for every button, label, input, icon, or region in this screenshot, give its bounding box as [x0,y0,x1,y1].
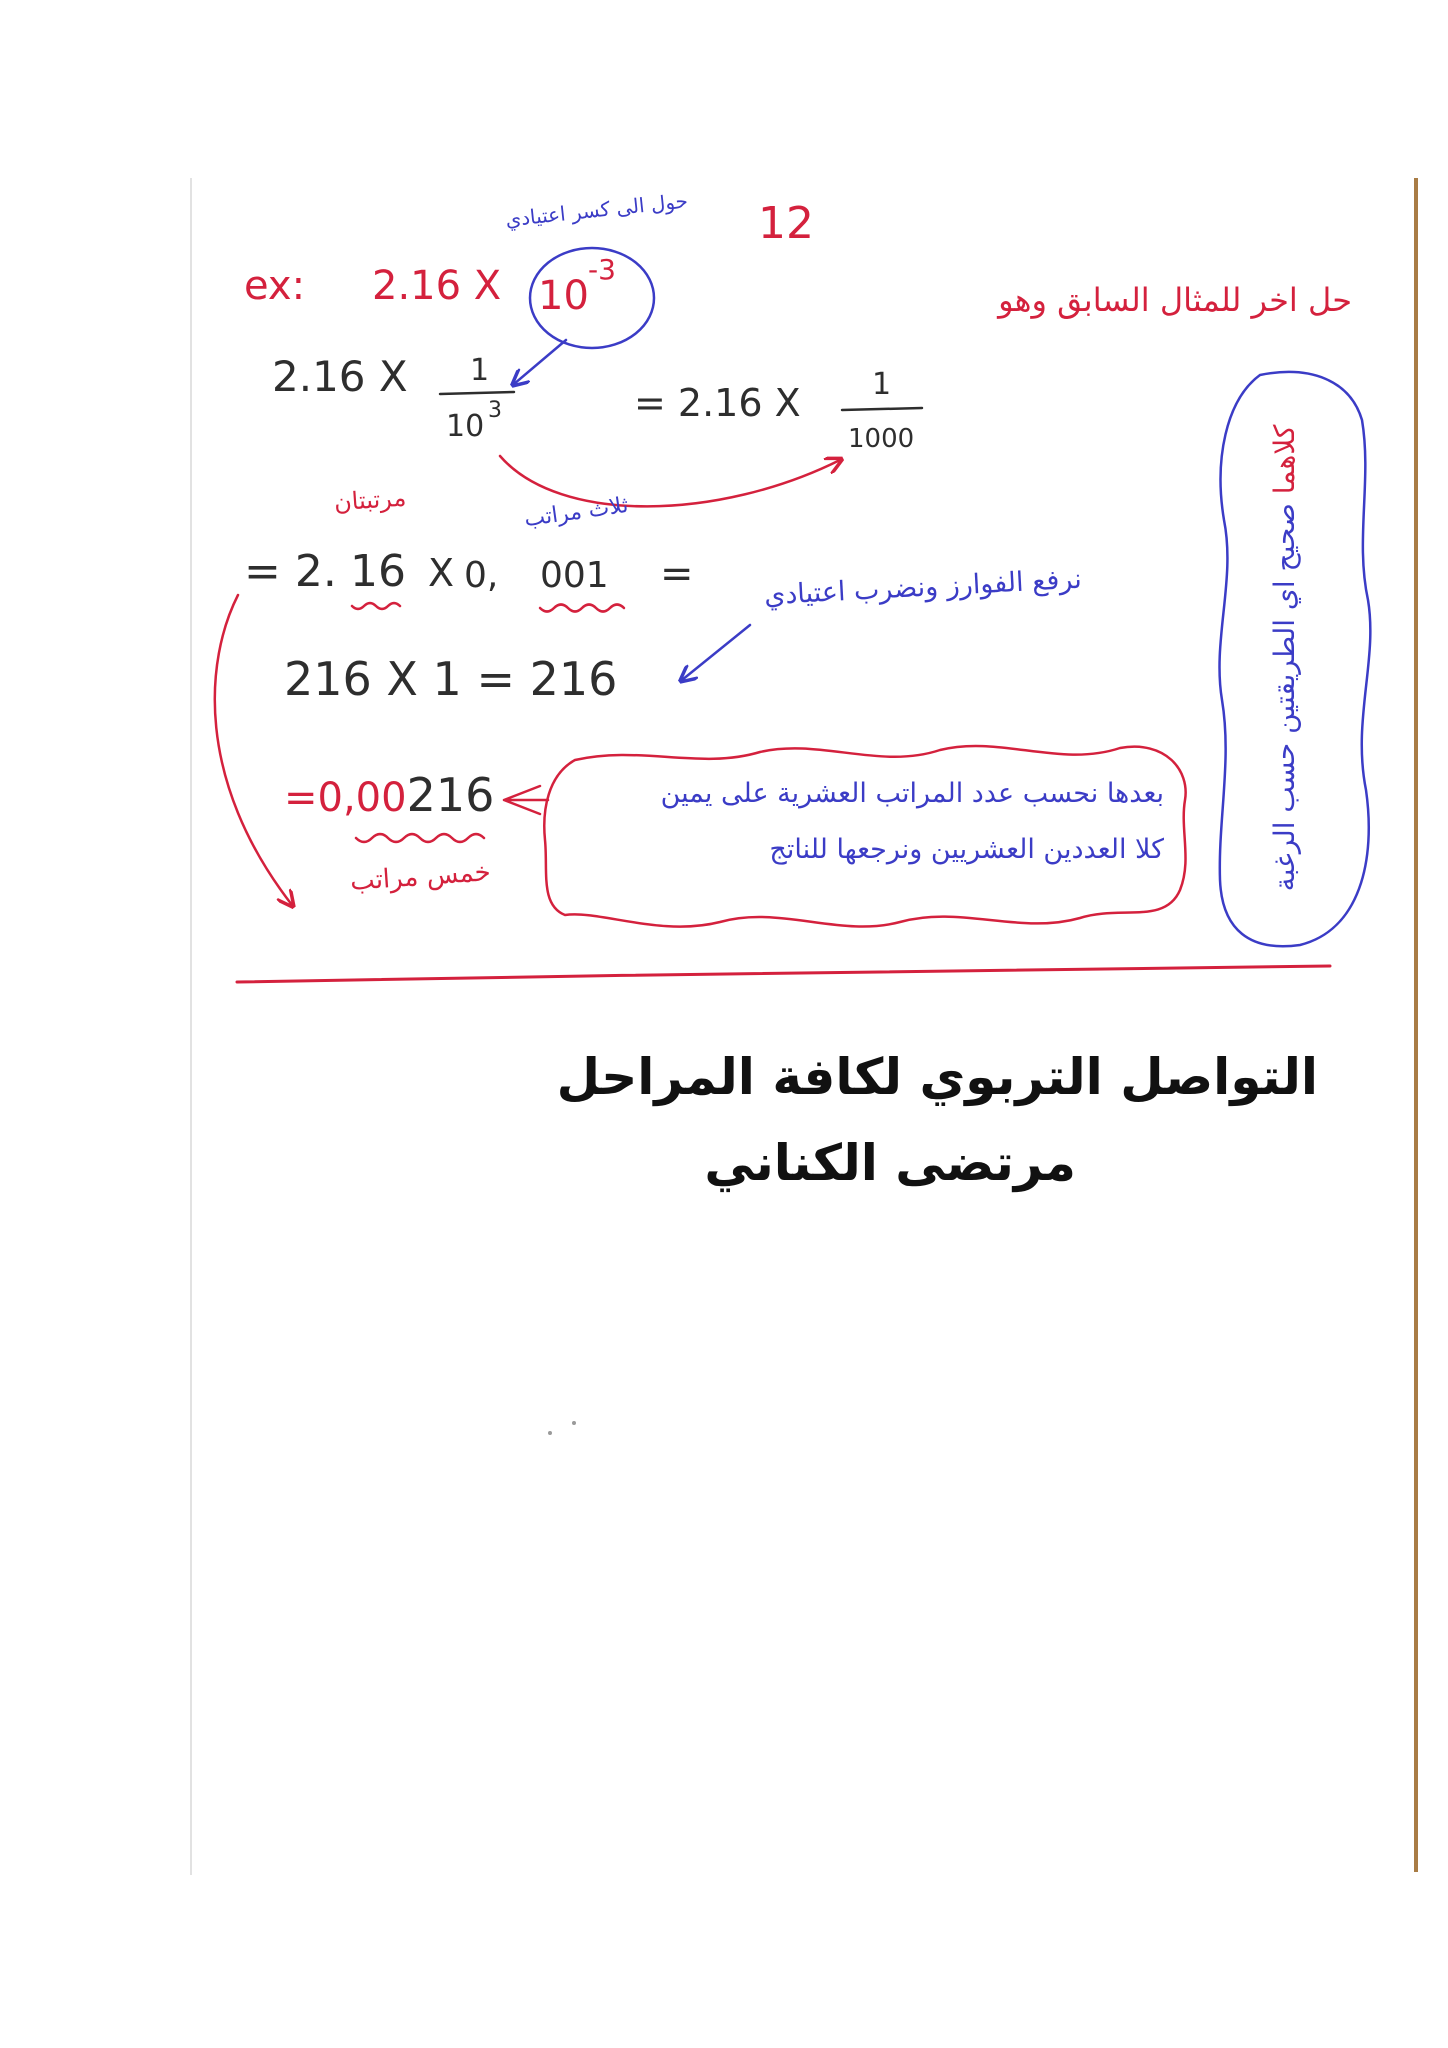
label-two-places: مرتبتان [333,483,408,517]
example-exponent: -3 [588,253,616,286]
result-arrow [215,595,292,905]
separator-line [237,966,1330,982]
footer-title: التواصل التربوي لكافة المراحل [556,1048,1318,1106]
result [284,768,495,822]
underline-result [356,834,484,842]
step2-numerator: 1 [872,367,892,402]
power-to-thousand-arrow [500,456,840,506]
result-prefix: =0,00 [284,775,407,821]
scan-speck [548,1431,552,1435]
note-remove-points: نرفع الفوارز ونضرب اعتيادي [763,563,1083,612]
note-another-solution: حل اخر للمثال السابق وهو [998,281,1352,319]
side-note-blue: صحيح اي الطريقتين حسب الرغبة [1268,503,1301,892]
fraction-bar-step1 [440,392,514,394]
step3-digits: 16 [350,546,406,597]
step3-equals-left: = 2. [244,546,337,597]
label-three-places: ثلاث مراتب [522,492,630,533]
side-note [1268,398,1311,918]
label-five-places: خمس مراتب [349,857,492,897]
step4-product: 216 X 1 = 216 [284,652,618,706]
side-note-red: كلاهما [1268,424,1301,495]
step1-numerator: 1 [470,353,490,388]
bubble-pointer [504,786,548,814]
example-base: 10 [538,273,589,319]
fraction-bar-step2 [842,408,922,410]
multiply-arrow [682,625,750,680]
step3-decimal-head: 0, [464,555,499,596]
footer-author: مرتضى الكناني [704,1134,1076,1192]
convert-arrow [514,340,566,384]
step1-prefix: 2.16 X [272,352,408,401]
step3-decimal-tail: 001 [540,555,609,596]
example-coefficient: 2.16 X [372,263,502,309]
step1-denominator-base: 10 [446,409,485,444]
example-label: ex: [244,263,306,309]
step1-denominator-exponent: 3 [488,398,502,423]
scan-speck [572,1421,576,1425]
result-digits: 216 [406,768,495,822]
underline-16 [352,603,400,609]
bubble-line-2: كلا العددين العشريين ونرجعها للناتج [769,834,1164,865]
step3-equals-right: = [660,551,694,597]
note-convert-to-fraction: حول الى كسر اعتيادي [504,188,689,232]
step3-times: X [428,551,455,595]
bubble-line-1: بعدها نحسب عدد المراتب العشرية على يمين [660,778,1164,809]
step2-denominator: 1000 [848,424,915,454]
underline-001 [540,605,624,612]
step2-prefix: = 2.16 X [634,381,801,425]
page-number: 12 [758,198,814,249]
